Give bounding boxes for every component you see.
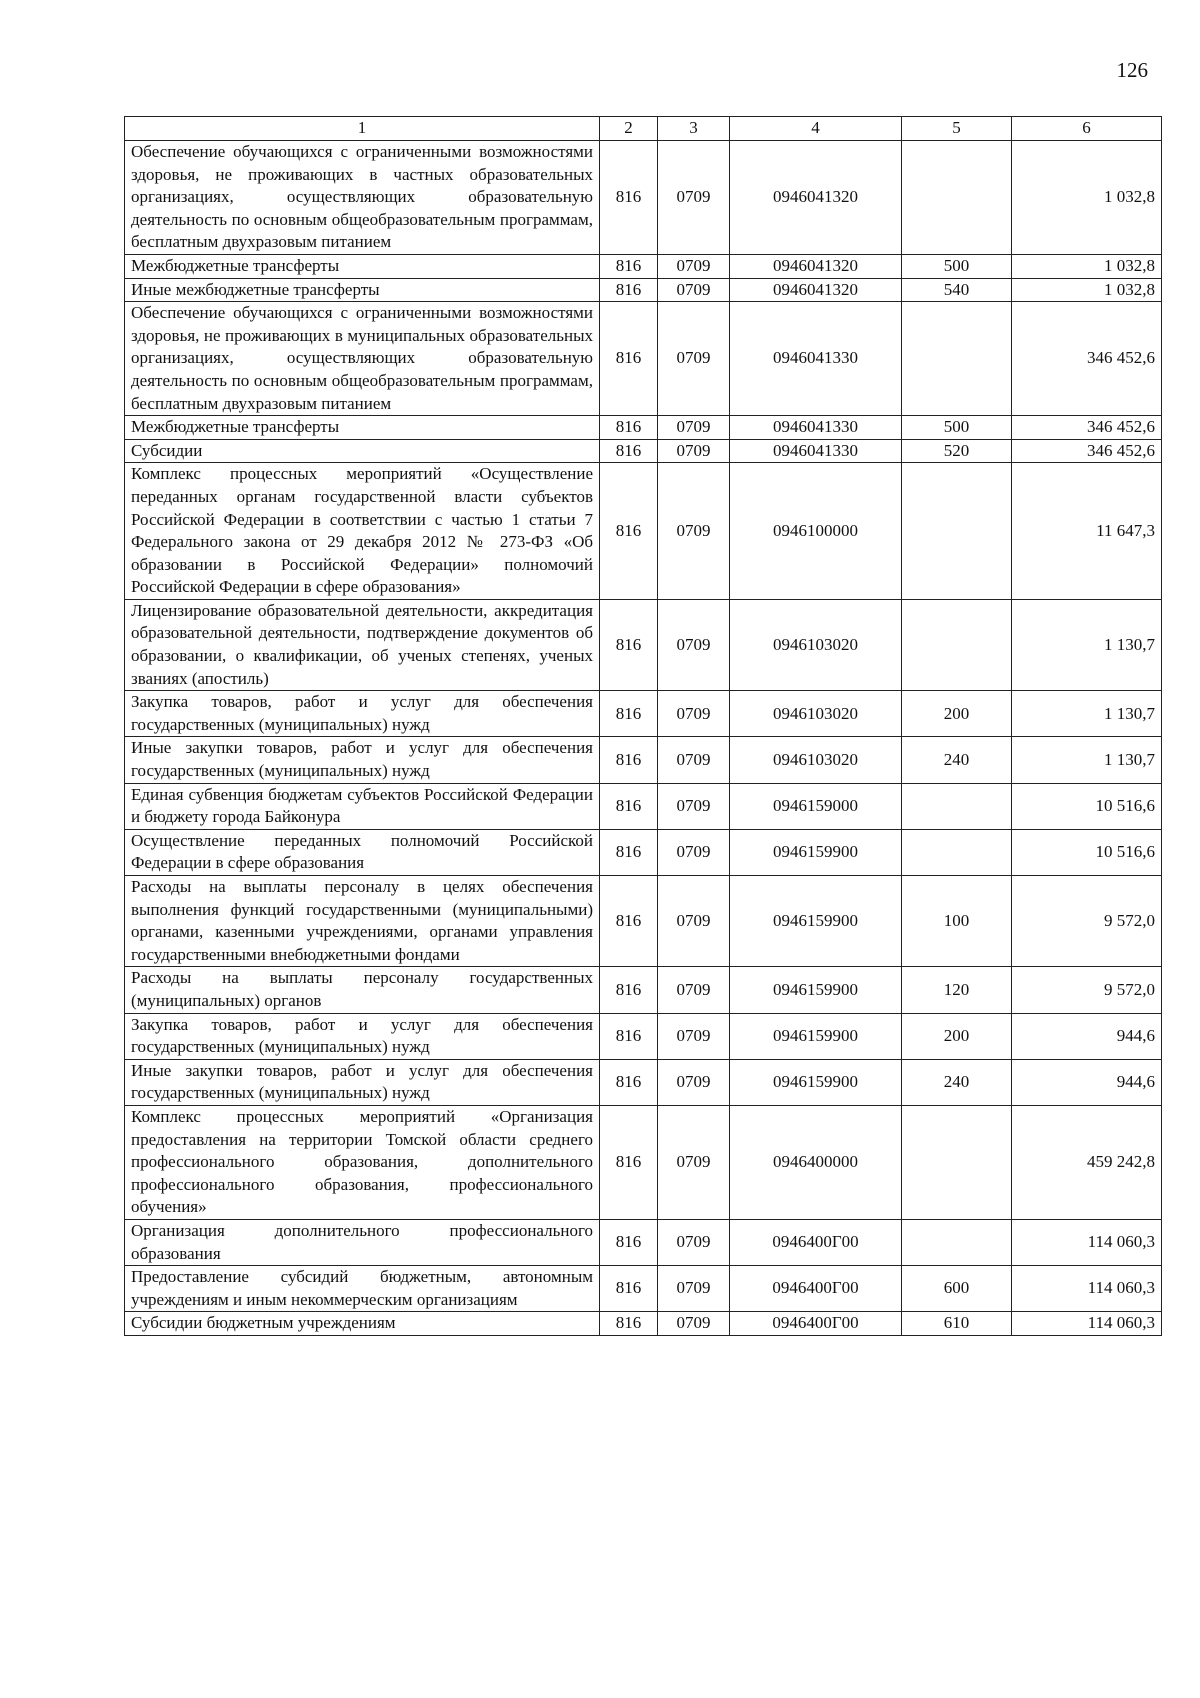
cell-name: Обеспечение обучающихся с ограниченными возможностями здоровья, не проживающих в муниципальных образовательных организациях, осуществляющих образовательную деятельность по основным общеобразовательным программам, бесплатным двухразовым питанием [125,302,600,416]
cell-name: Лицензирование образовательной деятельности, аккредитация образовательной деятельности, подтверждение документов об образовании, о квалификации, об ученых степенях, ученых званиях (апостиль) [125,599,600,690]
cell-target-code: 0946103020 [730,599,902,690]
cell-section-code: 0709 [658,1312,730,1336]
cell-section-code: 0709 [658,254,730,278]
cell-amount: 346 452,6 [1012,416,1162,440]
cell-expense-type: 520 [902,439,1012,463]
cell-expense-type [902,463,1012,600]
cell-name: Комплекс процессных мероприятий «Осуществление переданных органам государственной власти субъектов Российской Федерации в соответствии с частью 1 статьи 7 Федерального закона от 29 декабря 2012 № 273-ФЗ «Об образовании в Российской Федерации» полномочий Российской Федерации в сфере образования» [125,463,600,600]
cell-expense-type [902,302,1012,416]
cell-section-code: 0709 [658,1266,730,1312]
cell-target-code: 0946041320 [730,254,902,278]
cell-expense-type: 200 [902,691,1012,737]
cell-amount: 1 032,8 [1012,278,1162,302]
cell-amount: 10 516,6 [1012,783,1162,829]
table-row [125,1312,1162,1336]
table-row [125,1219,1162,1265]
cell-amount: 11 647,3 [1012,463,1162,600]
cell-name: Организация дополнительного профессионального образования [125,1219,600,1265]
cell-amount: 944,6 [1012,1013,1162,1059]
table-row [125,1105,1162,1219]
cell-expense-type: 500 [902,254,1012,278]
table-row [125,1266,1162,1312]
cell-name: Иные закупки товаров, работ и услуг для обеспечения государственных (муниципальных) нужд [125,1059,600,1105]
cell-expense-type: 610 [902,1312,1012,1336]
cell-target-code: 0946400Г00 [730,1266,902,1312]
table-row [125,463,1162,600]
budget-table [124,116,1162,1336]
cell-name: Иные закупки товаров, работ и услуг для обеспечения государственных (муниципальных) нужд [125,737,600,783]
cell-name: Расходы на выплаты персоналу государственных (муниципальных) органов [125,967,600,1013]
header-col-1: 1 [125,117,600,141]
cell-admin-code: 816 [600,1105,658,1219]
cell-amount: 1 032,8 [1012,254,1162,278]
cell-name: Субсидии бюджетным учреждениям [125,1312,600,1336]
cell-target-code: 0946159900 [730,1013,902,1059]
cell-section-code: 0709 [658,302,730,416]
cell-amount: 1 130,7 [1012,599,1162,690]
cell-admin-code: 816 [600,254,658,278]
cell-amount: 114 060,3 [1012,1266,1162,1312]
table-row [125,737,1162,783]
cell-admin-code: 816 [600,302,658,416]
cell-amount: 114 060,3 [1012,1219,1162,1265]
cell-section-code: 0709 [658,737,730,783]
cell-name: Субсидии [125,439,600,463]
table-row [125,967,1162,1013]
cell-target-code: 0946041330 [730,302,902,416]
cell-amount: 944,6 [1012,1059,1162,1105]
cell-expense-type: 100 [902,876,1012,967]
cell-amount: 1 032,8 [1012,141,1162,255]
cell-amount: 114 060,3 [1012,1312,1162,1336]
cell-admin-code: 816 [600,1219,658,1265]
cell-expense-type [902,783,1012,829]
cell-admin-code: 816 [600,463,658,600]
cell-expense-type [902,1105,1012,1219]
cell-amount: 1 130,7 [1012,691,1162,737]
cell-target-code: 0946041320 [730,278,902,302]
cell-section-code: 0709 [658,1219,730,1265]
cell-section-code: 0709 [658,439,730,463]
cell-admin-code: 816 [600,599,658,690]
page-number: 126 [1116,58,1148,82]
cell-section-code: 0709 [658,967,730,1013]
cell-section-code: 0709 [658,599,730,690]
table-row [125,691,1162,737]
cell-target-code: 0946159900 [730,876,902,967]
cell-admin-code: 816 [600,439,658,463]
table-row [125,829,1162,875]
cell-target-code: 0946159000 [730,783,902,829]
cell-name: Межбюджетные трансферты [125,254,600,278]
table-row [125,876,1162,967]
cell-target-code: 0946400Г00 [730,1312,902,1336]
table-row [125,416,1162,440]
header-col-3: 3 [658,117,730,141]
cell-expense-type: 120 [902,967,1012,1013]
table-row [125,783,1162,829]
table-row [125,302,1162,416]
cell-section-code: 0709 [658,783,730,829]
cell-expense-type [902,599,1012,690]
cell-expense-type: 240 [902,737,1012,783]
cell-admin-code: 816 [600,876,658,967]
cell-target-code: 0946100000 [730,463,902,600]
cell-target-code: 0946041330 [730,416,902,440]
cell-admin-code: 816 [600,1013,658,1059]
cell-expense-type: 600 [902,1266,1012,1312]
cell-amount: 10 516,6 [1012,829,1162,875]
header-col-2: 2 [600,117,658,141]
cell-expense-type: 240 [902,1059,1012,1105]
cell-section-code: 0709 [658,278,730,302]
cell-expense-type: 200 [902,1013,1012,1059]
cell-admin-code: 816 [600,278,658,302]
cell-name: Обеспечение обучающихся с ограниченными возможностями здоровья, не проживающих в частных образовательных организациях, осуществляющих образовательную деятельность по основным общеобразовательным программам, бесплатным двухразовым питанием [125,141,600,255]
cell-target-code: 0946159900 [730,829,902,875]
cell-section-code: 0709 [658,876,730,967]
cell-section-code: 0709 [658,1013,730,1059]
cell-expense-type: 500 [902,416,1012,440]
cell-admin-code: 816 [600,737,658,783]
cell-section-code: 0709 [658,829,730,875]
cell-section-code: 0709 [658,416,730,440]
cell-target-code: 0946041330 [730,439,902,463]
cell-admin-code: 816 [600,416,658,440]
cell-admin-code: 816 [600,829,658,875]
header-row [125,117,1162,141]
cell-admin-code: 816 [600,783,658,829]
cell-name: Закупка товаров, работ и услуг для обеспечения государственных (муниципальных) нужд [125,691,600,737]
cell-target-code: 0946400000 [730,1105,902,1219]
table-row [125,599,1162,690]
cell-section-code: 0709 [658,141,730,255]
cell-amount: 1 130,7 [1012,737,1162,783]
table-row [125,439,1162,463]
table-row [125,141,1162,255]
cell-name: Расходы на выплаты персоналу в целях обеспечения выполнения функций государственными (муниципальными) органами, казенными учреждениями, органами управления государственными внебюджетными фондами [125,876,600,967]
cell-amount: 9 572,0 [1012,876,1162,967]
cell-section-code: 0709 [658,1105,730,1219]
cell-target-code: 0946103020 [730,737,902,783]
cell-admin-code: 816 [600,1266,658,1312]
cell-target-code: 0946103020 [730,691,902,737]
cell-expense-type [902,141,1012,255]
cell-name: Осуществление переданных полномочий Российской Федерации в сфере образования [125,829,600,875]
cell-admin-code: 816 [600,967,658,1013]
table-body [125,141,1162,1336]
cell-amount: 346 452,6 [1012,439,1162,463]
cell-section-code: 0709 [658,691,730,737]
table-row [125,1059,1162,1105]
cell-target-code: 0946041320 [730,141,902,255]
header-col-5: 5 [902,117,1012,141]
cell-name: Иные межбюджетные трансферты [125,278,600,302]
table-row [125,254,1162,278]
cell-name: Закупка товаров, работ и услуг для обеспечения государственных (муниципальных) нужд [125,1013,600,1059]
table-row [125,278,1162,302]
cell-expense-type: 540 [902,278,1012,302]
cell-name: Межбюджетные трансферты [125,416,600,440]
cell-section-code: 0709 [658,463,730,600]
cell-name: Единая субвенция бюджетам субъектов Российской Федерации и бюджету города Байконура [125,783,600,829]
cell-name: Предоставление субсидий бюджетным, автономным учреждениям и иным некоммерческим организациям [125,1266,600,1312]
cell-amount: 346 452,6 [1012,302,1162,416]
cell-admin-code: 816 [600,691,658,737]
cell-expense-type [902,829,1012,875]
table-row [125,1013,1162,1059]
cell-admin-code: 816 [600,1312,658,1336]
cell-admin-code: 816 [600,1059,658,1105]
cell-target-code: 0946400Г00 [730,1219,902,1265]
cell-target-code: 0946159900 [730,1059,902,1105]
cell-name: Комплекс процессных мероприятий «Организация предоставления на территории Томской области среднего профессионального образования, дополнительного профессионального образования, профессионального обучения» [125,1105,600,1219]
header-col-6: 6 [1012,117,1162,141]
cell-section-code: 0709 [658,1059,730,1105]
cell-expense-type [902,1219,1012,1265]
cell-amount: 459 242,8 [1012,1105,1162,1219]
cell-admin-code: 816 [600,141,658,255]
cell-amount: 9 572,0 [1012,967,1162,1013]
header-col-4: 4 [730,117,902,141]
cell-target-code: 0946159900 [730,967,902,1013]
